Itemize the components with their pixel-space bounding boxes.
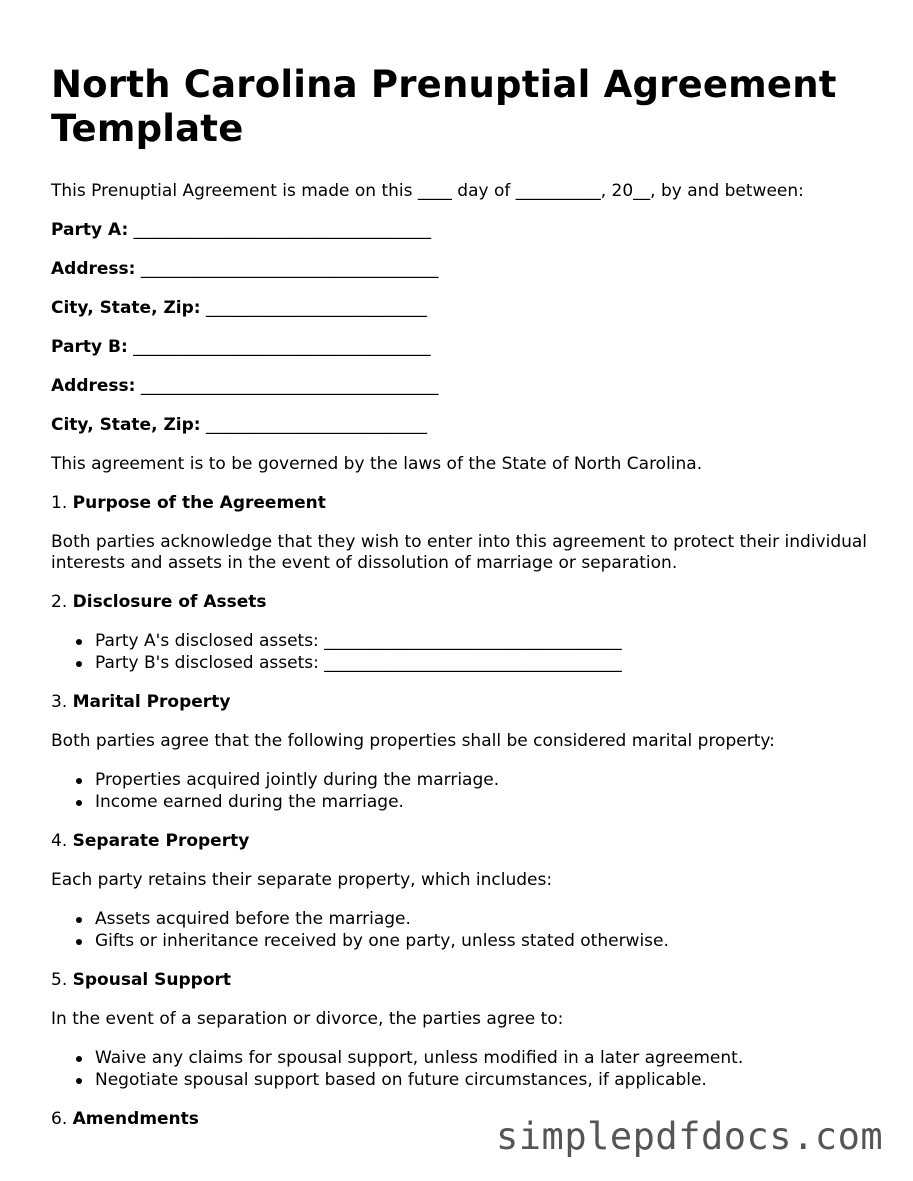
list-item: Assets acquired before the marriage. xyxy=(51,909,881,931)
list-item: Party B's disclosed assets: ___________________________________ xyxy=(51,653,881,675)
section-number: 6. xyxy=(51,1109,68,1129)
party-a-field xyxy=(51,220,881,241)
party-a-city-label: City, State, Zip: xyxy=(51,298,201,318)
party-b-address-blank: ___________________________________ xyxy=(140,376,439,396)
governing-law-paragraph: This agreement is to be governed by the laws of the State of North Carolina. xyxy=(51,454,703,474)
list-item: Properties acquired jointly during the marriage. xyxy=(51,770,881,792)
list-item: Gifts or inheritance received by one party, unless stated otherwise. xyxy=(51,931,881,953)
document-content xyxy=(51,63,881,1130)
section-heading-separate-property xyxy=(51,831,881,852)
party-a-address-label: Address: xyxy=(51,259,136,279)
section-title: Marital Property xyxy=(72,692,231,712)
section-number: 5. xyxy=(51,970,68,990)
section-heading-marital-property xyxy=(51,692,881,713)
separate-property-list xyxy=(51,909,881,952)
party-b-blank: ___________________________________ xyxy=(133,337,431,357)
page-title: North Carolina Prenuptial Agreement Template xyxy=(51,63,837,150)
section-body-purpose: Both parties acknowledge that they wish to enter into this agreement to protect their individual interests and assets in the event of dissolution of marriage or separation. xyxy=(51,532,868,573)
section-body-marital-property: Both parties agree that the following properties shall be considered marital property: xyxy=(51,731,775,751)
party-a-address-field xyxy=(51,259,881,280)
section-title: Purpose of the Agreement xyxy=(72,493,326,513)
party-b-label: Party B: xyxy=(51,337,128,357)
section-number: 2. xyxy=(51,592,68,612)
section-heading-spousal-support xyxy=(51,970,881,991)
section-heading-purpose xyxy=(51,493,881,514)
party-b-city-field xyxy=(51,415,881,436)
party-a-label: Party A: xyxy=(51,220,129,240)
disclosure-list xyxy=(51,631,881,674)
section-number: 1. xyxy=(51,493,68,513)
section-title: Spousal Support xyxy=(72,970,232,990)
section-number: 3. xyxy=(51,692,68,712)
party-b-city-blank: __________________________ xyxy=(205,415,427,435)
party-b-address-label: Address: xyxy=(51,376,136,396)
watermark: simplepdfdocs.com xyxy=(496,1115,884,1158)
spousal-support-list xyxy=(51,1048,881,1091)
section-heading-disclosure xyxy=(51,592,881,613)
section-body-spousal-support: In the event of a separation or divorce, the parties agree to: xyxy=(51,1009,564,1029)
list-item: Waive any claims for spousal support, unless modified in a later agreement. xyxy=(51,1048,881,1070)
marital-property-list xyxy=(51,770,881,813)
section-title: Disclosure of Assets xyxy=(72,592,267,612)
section-title: Separate Property xyxy=(72,831,250,851)
intro-paragraph: This Prenuptial Agreement is made on this ____ day of __________, 20__, by and between: xyxy=(51,181,804,201)
section-title: Amendments xyxy=(72,1109,199,1129)
party-a-city-blank: __________________________ xyxy=(205,298,427,318)
list-item: Party A's disclosed assets: ___________________________________ xyxy=(51,631,881,653)
section-number: 4. xyxy=(51,831,68,851)
party-a-city-field xyxy=(51,298,881,319)
party-a-blank: ___________________________________ xyxy=(133,220,432,240)
list-item: Negotiate spousal support based on future circumstances, if applicable. xyxy=(51,1070,881,1092)
party-a-address-blank: ___________________________________ xyxy=(140,259,439,279)
list-item: Income earned during the marriage. xyxy=(51,792,881,814)
party-b-address-field xyxy=(51,376,881,397)
party-b-city-label: City, State, Zip: xyxy=(51,415,201,435)
section-body-separate-property: Each party retains their separate property, which includes: xyxy=(51,870,553,890)
party-b-field xyxy=(51,337,881,358)
